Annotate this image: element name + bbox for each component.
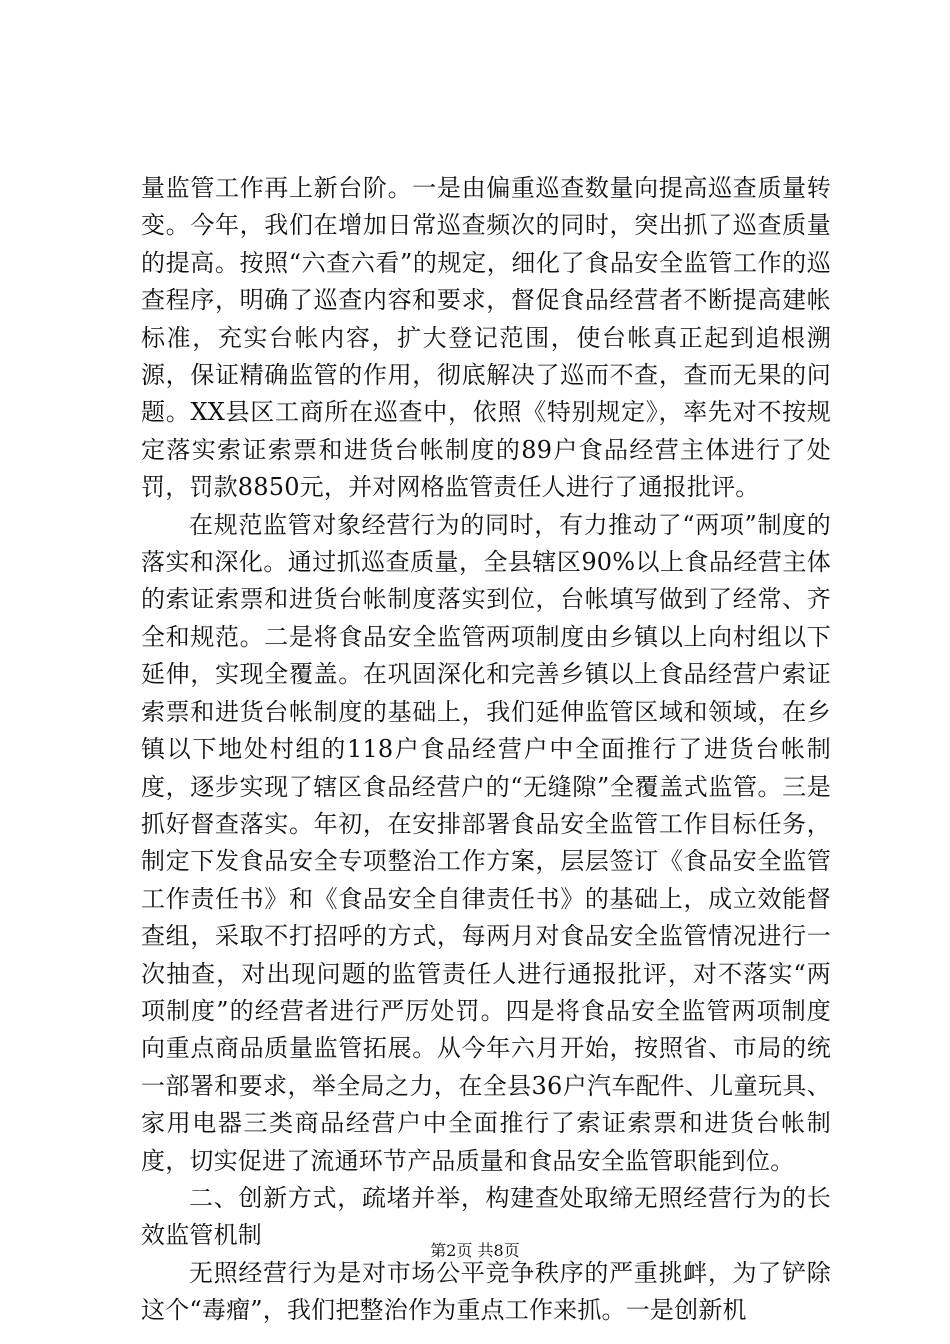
document-body [141,170,831,1330]
page-number-footer: 第2页 共8页 [430,1241,520,1260]
section-heading: 二、创新方式，疏堵并举，构建查处取缔无照经营行为的长效监管机制 [141,1183,831,1250]
paragraph-2: 在规范监管对象经营行为的同时，有力推动了“两项”制度的落实和深化。通过抓巡查质量，全县辖区90%以上食品经营主体的索证索票和进货台帐制度落实到位，台帐填写做到了经常、齐全和规范。二是将食品安全监管两项制度由乡镇以上向村组以下延伸，实现全覆盖。在巩固深化和完善乡镇以上食品经营户索证索票和进货台帐制度的基础上，我们延伸监管区域和领域，在乡镇以下地处村组的118户食品经营户中全面推行了进货台帐制度，逐步实现了辖区食品经营户的“无缝隙”全覆盖式监管。三是抓好督查落实。年初，在安排部署食品安全监管工作目标任务，制定下发食品安全专项整治工作方案，层层签订《食品安全监管工作责任书》和《食品安全自律责任书》的基础上，成立效能督查组，采取不打招呼的方式，每两月对食品安全监管情况进行一次抽查，对出现问题的监管责任人进行通报批评，对不落实“两项制度”的经营者进行严厉处罚。四是将食品安全监管两项制度向重点商品质量监管拓展。从今年六月开始，按照省、市局的统一部署和要求，举全局之力，在全县36户汽车配件、儿童玩具、家用电器三类商品经营户中全面推行了索证索票和进货台帐制度，切实促进了流通环节产品质量和食品安全监管职能到位。 [141,510,831,1175]
paragraph-3: 无照经营行为是对市场公平竞争秩序的严重挑衅，为了铲除这个“毒瘤”，我们把整治作为重点工作来抓。一是创新机 [141,1258,831,1325]
paragraph-1: 量监管工作再上新台阶。一是由偏重巡查数量向提高巡查质量转变。今年，我们在增加日常巡查频次的同时，突出抓了巡查质量的提高。按照“六查六看”的规定，细化了食品安全监管工作的巡查程序，明确了巡查内容和要求，督促食品经营者不断提高建帐标准，充实台帐内容，扩大登记范围，使台帐真正起到追根溯源，保证精确监管的作用，彻底解决了巡而不查，查而无果的问题。XX县区工商所在巡查中，依照《特别规定》，率先对不按规定落实索证索票和进货台帐制度的89户食品经营主体进行了处罚，罚款8850元，并对网格监管责任人进行了通报批评。 [141,174,831,502]
